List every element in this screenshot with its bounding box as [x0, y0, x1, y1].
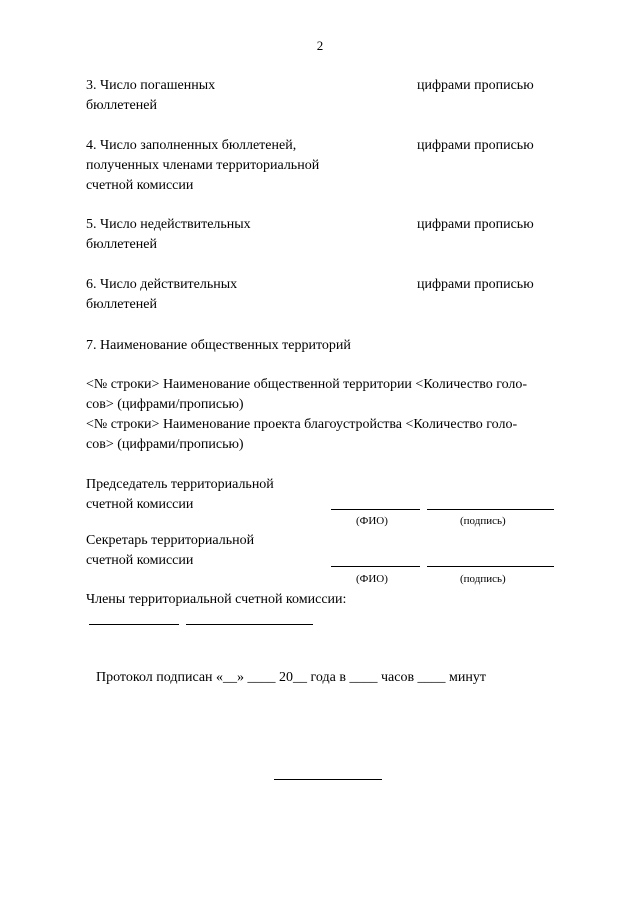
- item-3-format: цифрами прописью: [417, 78, 534, 93]
- secretary-fio-caption: (ФИО): [356, 573, 388, 585]
- item-4-line-2: полученных членами территориальной: [86, 158, 320, 173]
- secretary-label-line-2: счетной комиссии: [86, 553, 194, 568]
- secretary-label-line-1: Секретарь территориальной: [86, 533, 255, 548]
- chairman-label-line-1: Председатель территориальной: [86, 477, 274, 492]
- chairman-label-line-2: счетной комиссии: [86, 497, 194, 512]
- item-4-format: цифрами прописью: [417, 138, 534, 153]
- item-3-label: [86, 76, 406, 116]
- item-6-format: цифрами прописью: [417, 277, 534, 292]
- entry-project-line-2: сов> (цифрами/прописью): [86, 437, 244, 452]
- secretary-fio-line: [331, 566, 420, 567]
- entry-territory-line-1: <№ строки> Наименование общественной территории <Количество голо-: [86, 377, 528, 392]
- item-6-label: [86, 275, 406, 315]
- item-6-line-1: 6. Число действительных: [86, 277, 238, 292]
- item-6-line-2: бюллетеней: [86, 297, 157, 312]
- item-5-line-2: бюллетеней: [86, 237, 157, 252]
- item-4-line-1: 4. Число заполненных бюллетеней,: [86, 138, 297, 153]
- chairman-signature-line: [427, 509, 554, 510]
- item-3-line-1: 3. Число погашенных: [86, 78, 216, 93]
- item-5-format: цифрами прописью: [417, 217, 534, 232]
- item-4-line-3: счетной комиссии: [86, 178, 194, 193]
- protocol-signed-line: Протокол подписан «__» ____ 20__ года в ____ часов ____ минут: [96, 670, 487, 685]
- secretary-signature-line: [427, 566, 554, 567]
- entry-territory-line-2: сов> (цифрами/прописью): [86, 397, 244, 412]
- chairman-fio-caption: (ФИО): [356, 515, 388, 527]
- entry-project-line-1: <№ строки> Наименование проекта благоустройства <Количество голо-: [86, 417, 518, 432]
- chairman-fio-line: [331, 509, 420, 510]
- item-3-line-2: бюллетеней: [86, 98, 157, 113]
- item-4-label: [86, 136, 406, 196]
- members-label: Члены территориальной счетной комиссии:: [86, 592, 347, 607]
- item-5-label: [86, 215, 406, 255]
- item-5-line-1: 5. Число недействительных: [86, 217, 251, 232]
- member-fio-line: [89, 624, 179, 625]
- secretary-signature-caption: (подпись): [460, 573, 506, 585]
- member-signature-line: [186, 624, 313, 625]
- item-7-heading: 7. Наименование общественных территорий: [86, 338, 351, 353]
- bottom-divider: [274, 779, 382, 780]
- page-number: 2: [316, 38, 324, 53]
- chairman-signature-caption: (подпись): [460, 515, 506, 527]
